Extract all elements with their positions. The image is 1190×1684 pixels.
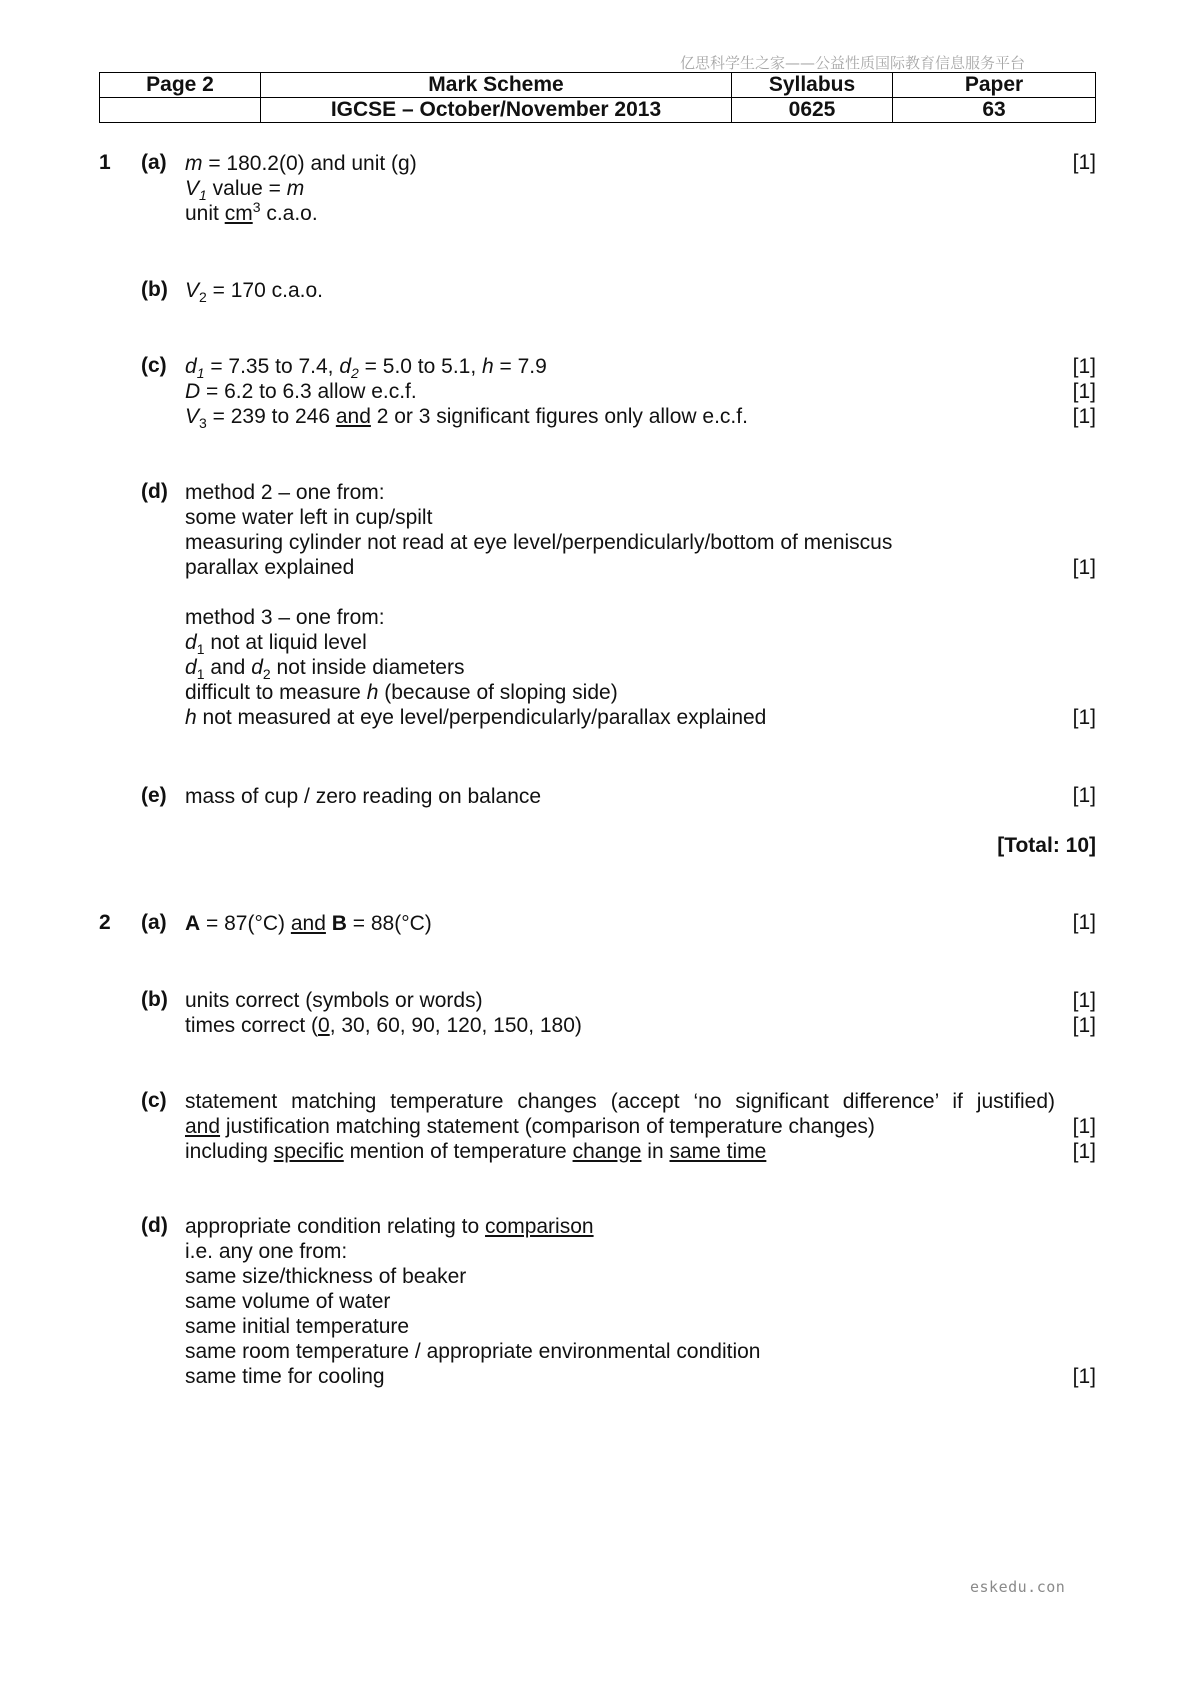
- part-label: (d): [141, 480, 168, 503]
- header-paper-label: Paper: [893, 73, 1096, 98]
- answer-text: A = 87(°C) and B = 88(°C): [185, 912, 432, 935]
- header-table: [99, 72, 1096, 123]
- mark: [1]: [1072, 380, 1096, 403]
- header-paper: 63: [893, 98, 1096, 123]
- mark: [1]: [1072, 1140, 1096, 1163]
- header-page: Page 2: [100, 73, 261, 98]
- part-label: (c): [141, 354, 167, 377]
- mark: [1]: [1072, 784, 1096, 807]
- marks-column: [1073, 354, 1096, 429]
- marks-column: [1073, 988, 1096, 1038]
- part-label: (b): [141, 278, 168, 301]
- answer-text: units correct (symbols or words) times correct (0, 30, 60, 90, 120, 150, 180): [185, 989, 582, 1037]
- answer-text: $V_2 = 170$ c.a.o.: [185, 279, 323, 306]
- answer-text: m = 180.2(0) and unit (g) $V_1$ value = m unit $cm^3$ c.a.o.: [185, 152, 417, 225]
- answer-text: method 2 – one from: some water left in cup/spilt measuring cylinder not read at eye level/perpendicularly/bottom of meniscus parallax explained method 3 – one from: $d_1$ not at liquid level $d_1$ and $d_2$ not inside diameters difficult to measure h (because of sloping side) h not measured at eye level/perpendicularly/parallax explained: [185, 481, 893, 729]
- header-syllabus: 0625: [732, 98, 893, 123]
- answer-text: $d_1 = 7.35$ to 7.4, $d_2 = 5.0$ to 5.1, h = 7.9 D = 6.2 to 6.3 allow e.c.f. $V_3 = 239$ to 246 and 2 or 3 significant figures only allow e.c.f.: [185, 355, 748, 432]
- marks-column: [1073, 1214, 1096, 1389]
- question-number: 2: [99, 911, 111, 934]
- answer-text: statement matching temperature changes (accept ‘no significant difference’ if justified) and justification matching statement (comparison of temperature changes) including specific mention of temperature change in same time: [185, 1090, 1055, 1163]
- header-exam: IGCSE – October/November 2013: [261, 98, 732, 123]
- answer-text: mass of cup / zero reading on balance: [185, 785, 542, 808]
- mark: [1]: [1072, 405, 1096, 428]
- part-label: (d): [141, 1214, 168, 1237]
- mark: [1]: [1072, 556, 1096, 579]
- header-syllabus-label: Syllabus: [732, 73, 893, 98]
- part-label: (e): [141, 784, 167, 807]
- mark: [1]: [1072, 1014, 1096, 1037]
- mark: [1]: [1072, 355, 1096, 378]
- mark: [1]: [1072, 989, 1096, 1012]
- mark: [1]: [1072, 1365, 1096, 1388]
- header-mark-scheme: Mark Scheme: [261, 73, 732, 98]
- part-label: (b): [141, 988, 168, 1011]
- q1-total: [Total: 10]: [997, 834, 1096, 857]
- question-number: 1: [99, 151, 111, 174]
- marks-column: [1073, 480, 1096, 730]
- watermark-top: 亿思科学生之家——公益性质国际教育信息服务平台: [680, 54, 1026, 72]
- part-label: (a): [141, 911, 167, 934]
- mark: [1]: [1072, 706, 1096, 729]
- header-empty: [100, 98, 261, 123]
- part-label: (c): [141, 1089, 167, 1112]
- mark: [1]: [1072, 1115, 1096, 1138]
- mark: [1]: [1072, 911, 1096, 934]
- marks-column: [1073, 1089, 1096, 1164]
- answer-text: appropriate condition relating to comparison i.e. any one from: same size/thickness of beaker same volume of water same initial temperature same room temperature / appropriate environmental condition same time for cooling: [185, 1215, 761, 1388]
- mark: [1]: [1072, 151, 1096, 174]
- watermark-bottom: eskedu.con: [970, 1578, 1066, 1596]
- part-label: (a): [141, 151, 167, 174]
